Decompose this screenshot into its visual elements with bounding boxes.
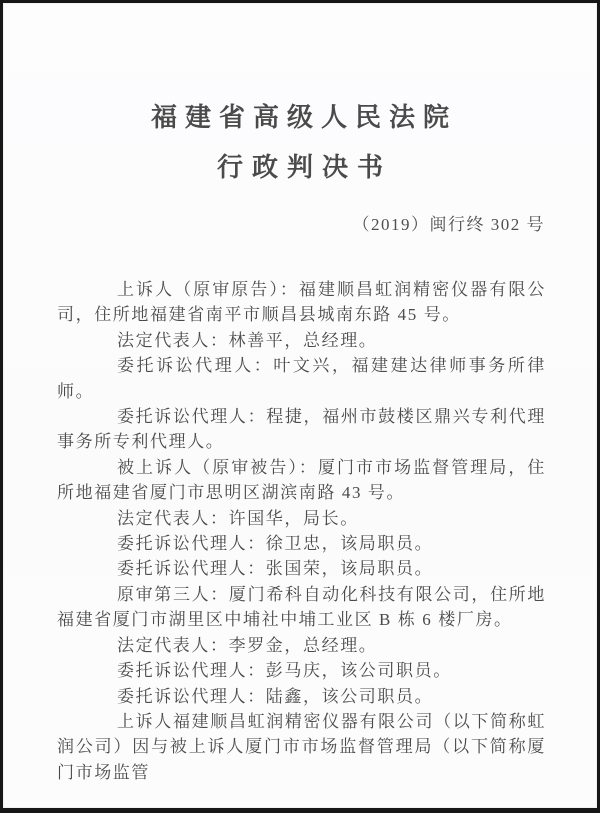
paragraph: 委托诉讼代理人：徐卫忠，该局职员。 <box>117 534 434 554</box>
paragraph: 法定代表人：林善平，总经理。 <box>117 330 378 350</box>
document-type-title: 行政判决书 <box>216 153 392 182</box>
case-number: （2019）闽行终 302 号 <box>352 215 545 234</box>
paragraph: 委托诉讼代理人：叶文兴，福建建达律师事务所律师。 <box>57 356 546 401</box>
document-body <box>57 277 546 785</box>
paragraph: 法定代表人：许国华，局长。 <box>117 508 359 528</box>
paragraph: 委托诉讼代理人：张国荣，该局职员。 <box>117 559 434 579</box>
paragraph: 委托诉讼代理人：陆鑫，该公司职员。 <box>117 686 434 706</box>
paragraph: 原审第三人：厦门希科自动化科技有限公司，住所地福建省厦门市湖里区中埔社中埔工业区 B 栋 6 楼厂房。 <box>57 584 546 630</box>
court-name: 福建省高级人民法院 <box>150 103 457 132</box>
paragraph: 上诉人福建顺昌虹润精密仪器有限公司（以下简称虹润公司）因与被上诉人厦门市市场监督管理局（以下简称厦门市场监管 <box>57 711 546 782</box>
paragraph: 上诉人（原审原告）：福建顺昌虹润精密仪器有限公司，住所地福建省南平市顺昌县城南东路 45 号。 <box>57 280 546 325</box>
paragraph: 被上诉人（原审被告）：厦门市市场监督管理局，住所地福建省厦门市思明区湖滨南路 43 号。 <box>57 457 546 503</box>
paragraph: 委托诉讼代理人：彭马庆，该公司职员。 <box>117 661 452 681</box>
paragraph: 委托诉讼代理人：程捷，福州市鼓楼区鼎兴专利代理事务所专利代理人。 <box>57 407 546 452</box>
paragraph: 法定代表人：李罗金，总经理。 <box>117 635 378 655</box>
